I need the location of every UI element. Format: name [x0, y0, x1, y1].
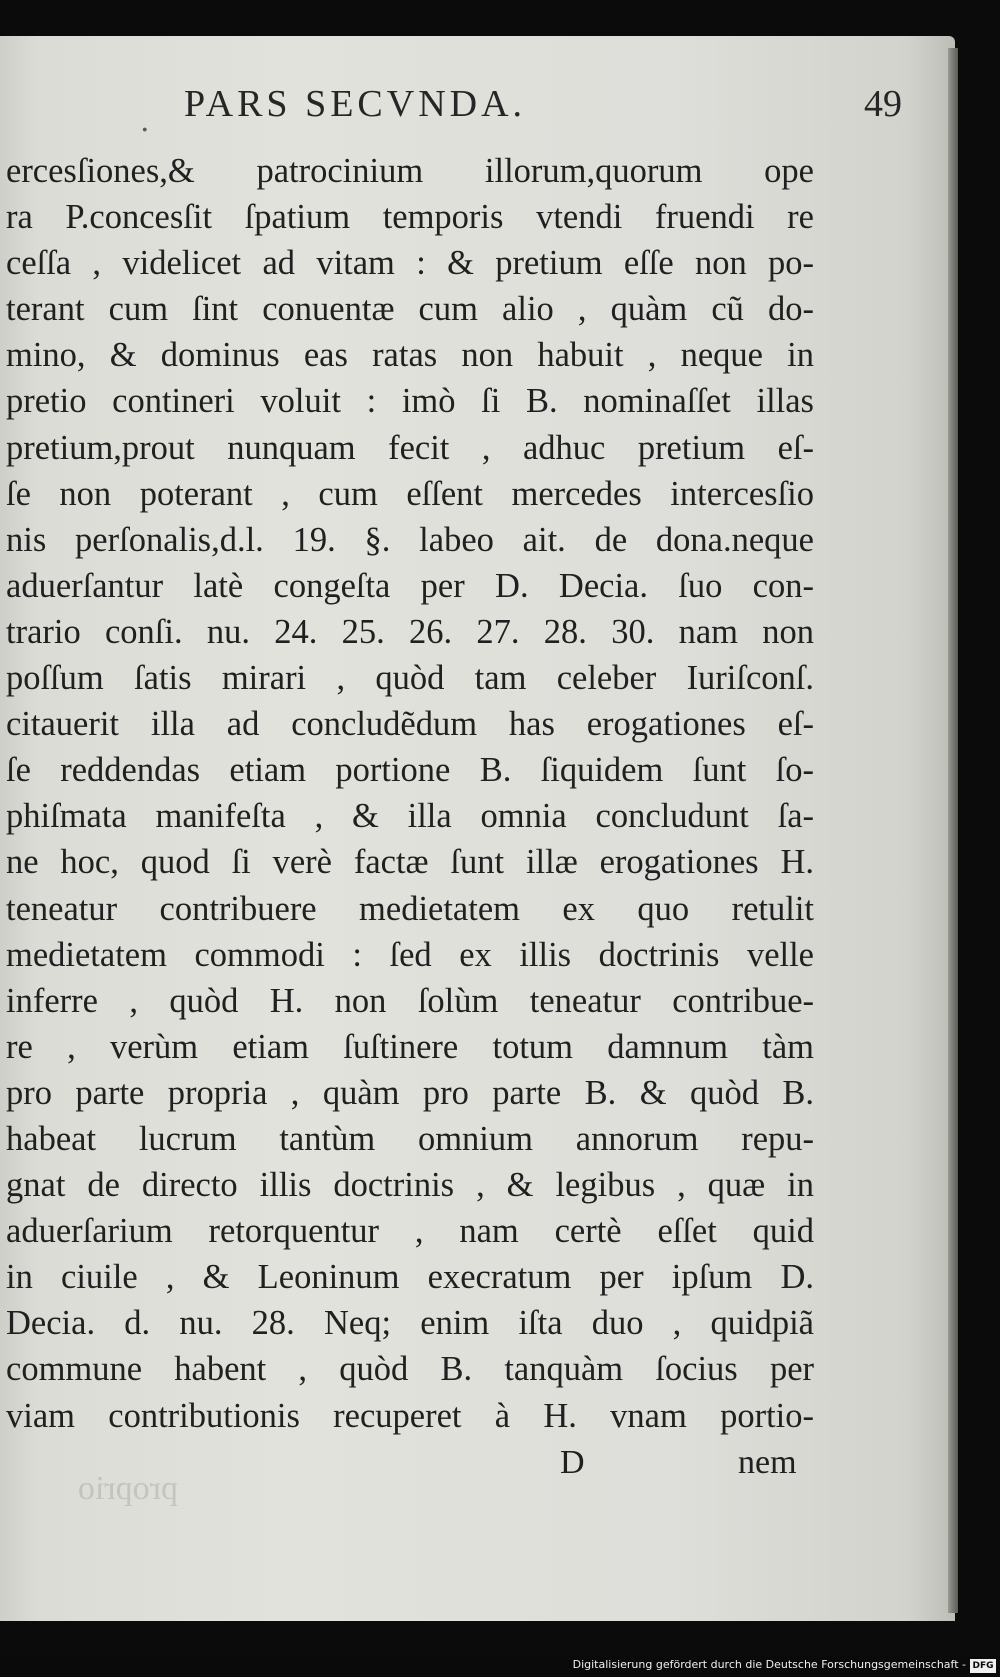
text-line: ne hoc, quod ſi verè factæ ſunt illæ erogationes H. — [6, 843, 814, 882]
page-header — [140, 82, 920, 139]
catchword: nem — [738, 1444, 797, 1481]
dfg-logo: DFG — [970, 1659, 996, 1673]
text-line: teneatur contribuere medietatem ex quo retulit — [6, 889, 814, 928]
text-line: inferre , quòd H. non ſolùm teneatur contribue- — [6, 981, 814, 1020]
text-line: citauerit illa ad concludẽdum has erogationes eſ- — [6, 705, 814, 744]
body-text — [6, 148, 814, 1439]
text-line: ra P.concesſit ſpatium temporis vtendi fruendi re — [6, 198, 814, 237]
text-line: nis perſonalis,d.l. 19. §. labeo ait. de dona.neque — [6, 520, 814, 559]
text-line: pretio contineri voluit : imò ſi B. nominaſſet illas — [6, 382, 814, 421]
text-line: medietatem commodi : ſed ex illis doctrinis velle — [6, 935, 814, 974]
text-line: aduerſantur latè congeſta per D. Decia. ſuo con- — [6, 566, 814, 605]
text-line: ſe non poterant , cum eſſent mercedes intercesſio — [6, 474, 814, 513]
text-line: in ciuile , & Leoninum execratum per ipſum D. — [6, 1258, 814, 1297]
page-edge — [948, 48, 958, 1613]
text-line: terant cum ſint conuentæ cum alio , quàm cũ do- — [6, 290, 814, 329]
running-head: PARS SECVNDA. — [184, 83, 527, 125]
text-line: ceſſa , videlicet ad vitam : & pretium eſſe non po- — [6, 244, 814, 283]
text-line: phiſmata manifeſta , & illa omnia concludunt ſa- — [6, 797, 814, 836]
text-line: viam contributionis recuperet à H. vnam portio- — [6, 1396, 814, 1435]
text-line: re , verùm etiam ſuſtinere totum damnum tàm — [6, 1027, 814, 1066]
digitization-credit: Digitalisierung gefördert durch die Deutsche Forschungsgemeinschaft - — [572, 1658, 966, 1671]
text-line: habeat lucrum tantùm omnium annorum repu- — [6, 1119, 814, 1158]
text-line: pretium,prout nunquam fecit , adhuc pretium eſ- — [6, 428, 814, 467]
text-line: trario conſi. nu. 24. 25. 26. 27. 28. 30. nam non — [6, 612, 814, 651]
text-line: pro parte propria , quàm pro parte B. & quòd B. — [6, 1073, 814, 1112]
bleed-through-text: proprio — [77, 1470, 178, 1507]
header-dot: . — [140, 104, 150, 139]
catchline — [0, 1444, 1000, 1490]
text-line: gnat de directo illis doctrinis , & legibus , quæ in — [6, 1166, 814, 1205]
text-line: poſſum ſatis mirari , quòd tam celeber Iuriſconſ. — [6, 659, 814, 698]
footer-bar — [0, 1656, 1000, 1677]
text-line: mino, & dominus eas ratas non habuit , neque in — [6, 336, 814, 375]
text-line: aduerſarium retorquentur , nam certè eſſet quid — [6, 1212, 814, 1251]
text-line: ſe reddendas etiam portione B. ſiquidem ſunt ſo- — [6, 751, 814, 790]
text-line: commune habent , quòd B. tanquàm ſocius per — [6, 1350, 814, 1389]
text-line: ercesſiones,& patrocinium illorum,quorum ope — [6, 152, 814, 190]
text-line: Decia. d. nu. 28. Neq; enim iſta duo , quidpiã — [6, 1304, 814, 1343]
signature-mark: D — [560, 1444, 585, 1481]
page-number: 49 — [864, 83, 902, 125]
